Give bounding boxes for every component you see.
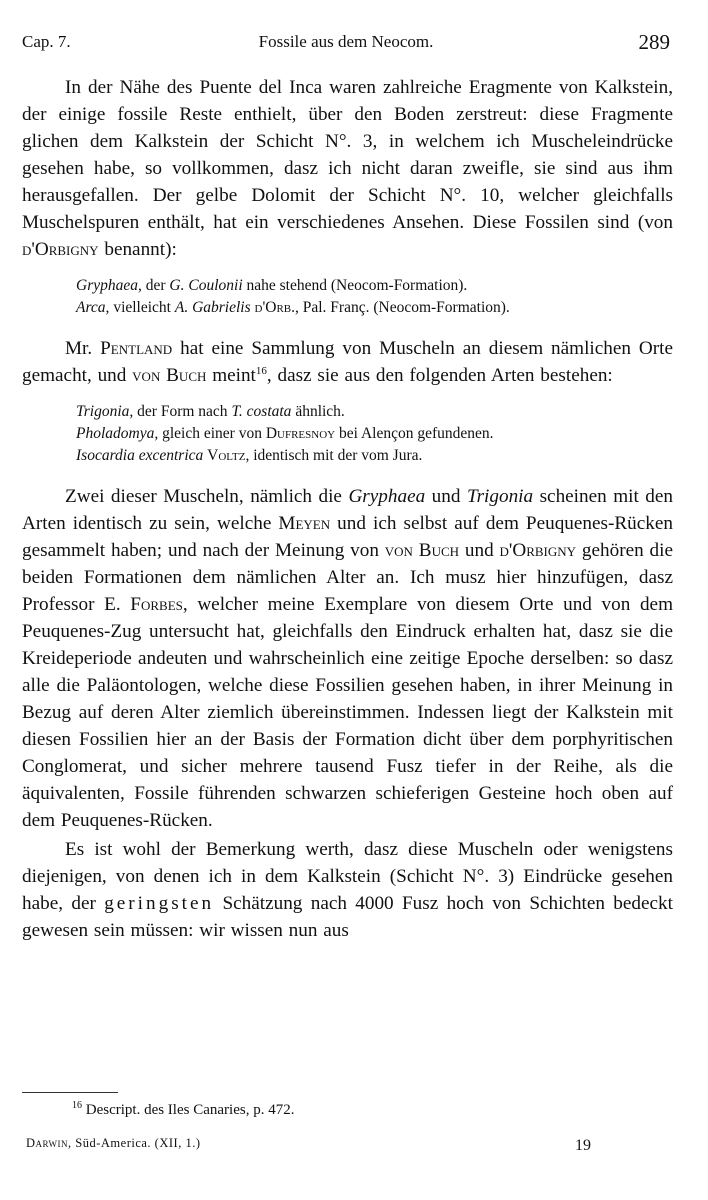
author-name: Pentland [100,338,173,359]
author-name: d'Orbigny [22,239,99,260]
genus-name: Pholadomya, [76,425,159,442]
species-name: G. Coulonii [169,277,243,294]
text-run: nahe stehend (Neocom-Formation). [242,277,468,294]
author-name: d'Orb. [254,299,295,316]
genus-name: Gryphaea, [76,277,142,294]
text-run: Schätzung nach 4000 Fusz hoch von Schichten bedeckt gewesen sein müssen: wir wissen nun aus [22,893,673,941]
text-run: und ich selbst auf dem Peuquenes-Rücken gesammelt haben; und nach der Meinung von [22,513,673,561]
list-item [76,445,673,467]
genus-name: Arca, [76,299,110,316]
text-run: der [141,277,170,294]
text-run: Es ist wohl der Bemerkung werth, dasz diese Muscheln oder wenigstens diejenigen, von denen ich in dem Kalkstein (Schicht N°. 3) Eindrücke gesehen habe, der [22,839,673,914]
text-run: meint [206,365,256,386]
paragraph-2 [22,335,673,389]
author-name: von Buch [132,365,207,386]
list-item [76,401,673,423]
author-name: Voltz [207,447,246,464]
text-run: bei Alençon gefundenen. [335,425,494,442]
text-run: hat eine Sammlung von Muscheln an diesem nämlichen Orte gemacht, und [22,338,673,386]
footnote [72,1102,294,1119]
paragraph-3 [22,483,673,834]
species-name: Isocardia excentrica [76,447,204,464]
text-run: scheinen mit den Arten identisch zu sein, welche [22,486,674,534]
author-name: Meyen [278,513,331,534]
author-name: d'Orbigny [499,540,577,561]
author-name: Dufresnoy [265,425,336,442]
text-run: , dasz sie aus den folgenden Arten bestehen: [266,365,613,386]
text-run: gleich einer von [158,425,266,442]
species-name: T. costata [231,403,292,420]
page-body [22,74,673,944]
text-run: vielleicht [109,299,175,316]
text-run: , Pal. Franç. (Neocom-Formation). [295,299,510,316]
book-title: , Süd-America. (XII, 1.) [68,1136,201,1150]
author-name: Darwin [26,1136,69,1150]
genus-name: Trigonia [466,486,534,507]
footnote-ref: 16 [255,365,267,377]
text-run: Zwei dieser Muscheln, nämlich die [65,486,349,507]
text-run: gehören die beiden Formationen dem nämlichen Alter an. Ich musz hier hinzufügen, dasz Professor E. [22,540,673,615]
text-run: In der Nähe des Puente del Inca waren zahlreiche Eragmente von Kalkstein, der einige fossile Reste enthielt, über den Boden zerstreut: diese Fragmente glichen dem Kalkstein der Schicht N°. 3, in welchem ich Muscheleindrücke gesehen habe, so vollkommen, dasz ich nicht daran zweifle, sie sind aus ihm herausgefallen. Der gelbe Dolomit der Schicht N°. 10, welcher gleichfalls Muschelspuren enthält, hat ein verschiedenes Ansehen. Diese Fossilen sind (von [22,77,673,233]
text-run: Mr. [65,338,101,359]
list-item [76,275,673,297]
list-item [76,423,673,445]
page-number: 289 [638,30,670,54]
text-run: und [459,540,500,561]
text-run: der Form nach [133,403,232,420]
paragraph-1 [22,74,673,263]
running-title: Fossile aus dem Neocom. [258,32,434,51]
footnote-text: Descript. des Iles Canaries, p. 472. [82,1102,295,1118]
list-item [76,297,673,319]
species-name: A. Gabrielis [174,299,251,316]
text-run: und [425,486,467,507]
paragraph-4 [22,836,673,944]
printer-line [26,1136,200,1151]
text-run: ähnlich. [291,403,345,420]
genus-name: Gryphaea [348,486,426,507]
running-header [22,30,670,56]
fossil-list-2 [76,401,673,467]
signature-mark: 19 [575,1137,591,1154]
fossil-list-1 [76,275,673,319]
spaced-emphasis: geringsten [104,893,215,914]
author-name: von Buch [384,540,460,561]
text-run: , welcher meine Exemplare von diesem Orte und von dem Peuquenes-Zug untersucht hat, gleichfalls den Eindruck erhalten hat, dasz sie die Kreideperiode andeuten und wahrscheinlich eine zeitige Epoche derselben: so dasz alle die Paläontologen, welche diese Fossilien gesehen haben, in ihrer Meinung in Bezug auf deren Alter ziemlich übereinstimmen. Indessen liegt der Kalkstein mit diesen Fossilien hier an der Basis der Formation dicht über dem porphyritischen Conglomerat, und sicher mehrere tausend Fusz tiefer in der Reihe, als die äquivalenten, Fossile führenden schwarzen schieferigen Gesteine hoch oben auf dem Peuquenes-Rücken. [22,594,674,831]
text-run: benannt): [98,239,177,260]
text-run: , identisch mit der vom Jura. [245,447,423,464]
chapter-label: Cap. 7. [22,32,71,51]
footnote-divider [22,1092,118,1093]
author-name: Forbes [130,594,183,615]
footnote-number: 16 [72,1100,82,1111]
genus-name: Trigonia, [76,403,134,420]
